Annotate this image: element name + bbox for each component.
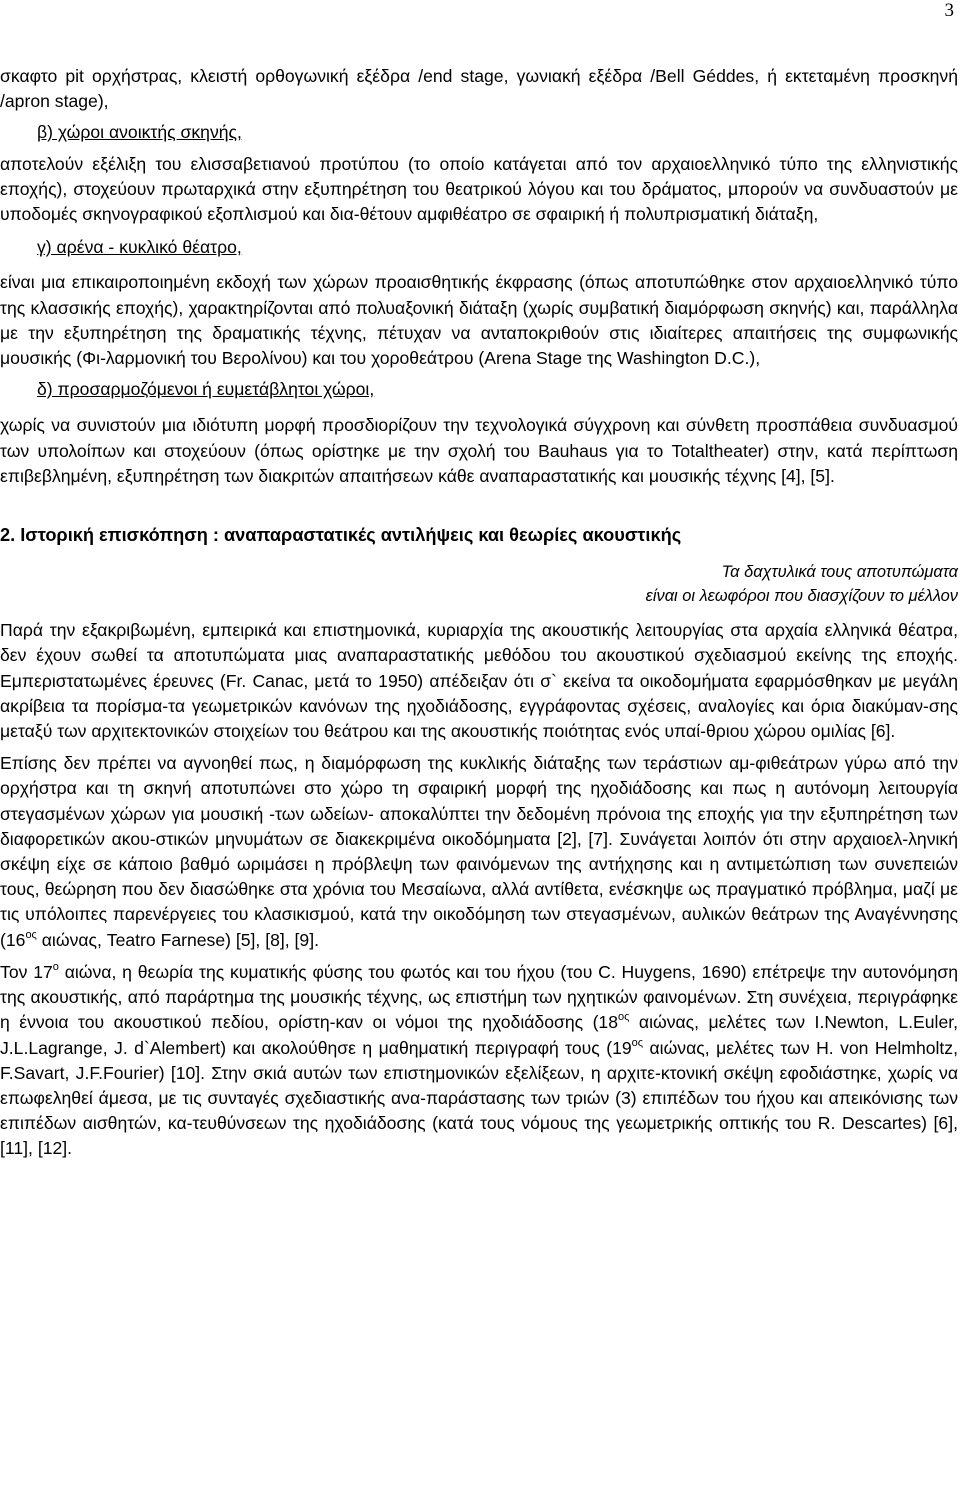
paragraph: είναι μια επικαιροποιημένη εκδοχή των χώρων προαισθητικής έκφρασης (όπως αποτυπώθηκε στον αρχαιοελληνικό τύπο της κλασσικής εποχής), χαρακτηρίζονται από πολυαξονική διάταξη (χωρίς συμβατική διαμόρφωση σκηνής) και, παράλληλα με την εξυπηρέτηση της δραματικής τέχνης, πέτυχαν να ανταποκριθούν στις ιδιαίτερες απαιτήσεις της συμφωνικής μουσικής (Φι-λαρμονική του Βερολίνου) και του χοροθεάτρου (Arena Stage της Washington D.C.), — [0, 272, 958, 369]
document-body — [0, 64, 958, 1162]
paragraph: αποτελούν εξέλιξη του ελισσαβετιανού προτύπου (το οποίο κατάγεται από τον αρχαιοελληνικό τύπο της ελληνιστικής εποχής), στοχεύουν πρωταρχικά στην εξυπηρέτηση του θεατρικού λόγου και του δράματος, μπορούν να συνδυαστούν με υποδομές σκηνογραφικού εξοπλισμού και δια-θέτουν αμφιθέατρο σε σφαιρική ή πολυπρισματική διάταξη, — [0, 153, 958, 225]
paragraph-text: Επίσης δεν πρέπει να αγνοηθεί πως, η διαμόρφωση της κυκλικής διάταξης των τεράστιων αμ-φιθεάτρων γύρω από την ορχήστρα και τη σκηνή αποτυπώνει στο χώρο τη σφαιρική μορφή της ηχοδιάδοσης και πως η αυτόνομη λειτουργία στεγασμένων χώρων για μουσική -των ωδείων- αποκαλύπτει την δεδομένη πρόνοια της εποχής για την εξυπηρέτηση των διαφορετικών ακου-στικών μηνυμάτων σε διακεκριμένα οικοδόμηματα [2], [7]. Συνάγεται λοιπόν ότι στην αρχαιοελ-ληνική σκέψη είχε σε κάποιο βαθμό ωριμάσει η πρόβλεψη των φαινόμενων της αντήχησης και η αντιμετώπιση των συνεπειών τους, θεώρηση που δεν διασώθηκε στα χρόνια του Μεσαίωνα, αλλά αντίθετα, ενέσκηψε ως πραγματικό πρόβλημα, μαζί με τις υπόλοιπες παρενέργειες του κλασικισμού, κατά την οικοδόμηση των στεγασμένων, αυλικών θεάτρων της Αναγέννησης (16 — [0, 753, 958, 950]
superscript: ος — [618, 1011, 630, 1024]
paragraph-text: αιώνας, μελέτες των H. von Helmholtz, F.Savart, J.F.Fourier) [10]. Στην σκιά αυτών των επιστημονικών εξελίξεων, η αρχιτε-κτονική σκέψη εφοδιάστηκε, χωρίς να επωφεληθεί άμεσα, με τις συνταγές σχεδιαστικής ανα-παράστασης των τριών (3) επιπέδων του ήχου και απεικόνισης των επιπέδων αισθητών, κα-τευθύνσεων της ηχοδιάδοσης (κατά τους νόμους της γεωμετρικής οπτικής του R. Descartes) [6], [11], [12]. — [0, 1037, 958, 1159]
epigraph — [0, 560, 958, 608]
section-heading: 2. Ιστορική επισκόπηση : αναπαραστατικές αντιλήψεις και θεωρίες ακουστικής — [0, 525, 682, 546]
superscript: ος — [25, 928, 37, 941]
epigraph-line: Τα δαχτυλικά τους αποτυπώματα — [721, 563, 958, 582]
page-number: 3 — [944, 0, 954, 21]
paragraph — [0, 751, 958, 953]
epigraph-line: είναι οι λεωφόροι που διασχίζουν το μέλλον — [645, 587, 958, 606]
list-heading-arena: γ) αρένα - κυκλικό θέατρο, — [37, 237, 242, 258]
paragraph: σκαφτο pit ορχήστρας, κλειστή ορθογωνική εξέδρα /end stage, γωνιακή εξέδρα /Bell Géddes, ή εκτεταμένη προσκηνή /apron stage), — [0, 66, 958, 112]
paragraph-text: αιώνας, μελέτες των I.Newton, L.Euler, J.L.Lagrange, J. d`Alembert) και ακολούθησε η μαθηματική περιγραφή τους (19 — [0, 1012, 959, 1058]
paragraph-text: αιώνας, Teatro Farnese) [5], [8], [9]. — [36, 929, 319, 950]
paragraph-text: Τον 17 — [0, 961, 53, 982]
superscript: ο — [52, 960, 59, 973]
paragraph: χωρίς να συνιστούν μια ιδιότυπη μορφή προσδιορίζουν την τεχνολογικά σύγχρονη και σύνθετη προσπάθεια συνδυασμού των υπολοίπων και στοχεύουν (όπως ορίστηκε με την σχολή του Bauhaus για το Totaltheater) στην, κατά περίπτωση επιβεβλημένη, εξυπηρέτηση των διακριτών απαιτήσεων κάθε αναπαραστατικής και μουσικής τέχνης [4], [5]. — [0, 415, 958, 486]
paragraph — [0, 960, 958, 1162]
list-heading-open-stage: β) χώροι ανοικτής σκηνής, — [37, 122, 242, 143]
paragraph-text: αιώνα, η θεωρία της κυματικής φύσης του φωτός και του ήχου (του C. Huygens, 1690) επέτρεψε την αυτονόμηση της ακουστικής, από παράρτημα της μουσικής τέχνης, ως επιστήμη των ηχητικών φαινομένων. Στη συνέχεια, περιγράφηκε η έννοια του ακουστικού πεδίου, ορίστη-καν οι νόμοι της ηχοδιάδοσης (18 — [0, 961, 958, 1033]
superscript: ος — [631, 1036, 644, 1049]
list-heading-adaptable-spaces: δ) προσαρμοζόμενοι ή ευμετάβλητοι χώροι, — [37, 379, 375, 400]
paragraph: Παρά την εξακριβωμένη, εμπειρικά και επιστημονικά, κυριαρχία της ακουστικής λειτουργίας στα αρχαία ελληνικά θέατρα, δεν έχουν σωθεί τα αποτυπώματα μιας αναπαραστατικής μεθόδου του ακουστικού σχεδιασμού εκείνης της εποχής. Εμπεριστατωμένες έρευνες (Fr. Canac, μετά το 1950) απέδειξαν ότι σ` εκείνα τα οικοδομήματα εφαρμόσθηκαν με μεγάλη ακρίβεια τα πορίσμα-τα γεωμετρικών κανόνων της ηχοδιάδοσης, εγγράφοντας σχέσεις, αναλογίες και όρια διακύμαν-σης μεταξύ των αρχιτεκτονικών στοιχείων του θεάτρου και της ακουστικής ποιότητας ενός υπαί-θριου χώρου ομιλίας [6]. — [0, 620, 958, 742]
